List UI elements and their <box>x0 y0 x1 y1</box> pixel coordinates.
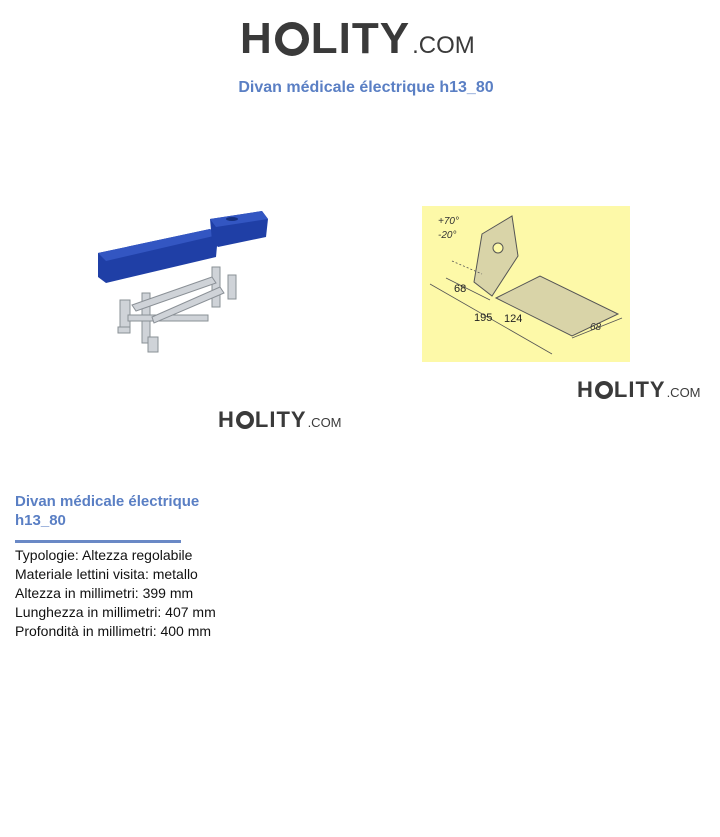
angle-down-label: -20° <box>438 230 457 241</box>
dim-body-label: 124 <box>504 313 523 325</box>
diagram-watermark-logo <box>577 377 701 403</box>
photo-watermark-logo <box>218 407 342 433</box>
product-title <box>15 492 245 530</box>
logo-tld: .COM <box>412 32 475 59</box>
table-base <box>118 267 236 352</box>
dim-total-label: 195 <box>474 312 493 324</box>
site-logo[interactable] <box>240 14 475 64</box>
logo-o-icon <box>595 381 613 399</box>
spec-material: Materiale lettini visita: metallo <box>15 566 198 582</box>
logo-tld: .COM <box>666 385 701 400</box>
logo-letters: LITY <box>254 407 307 432</box>
spec-length: Lunghezza in millimetri: 407 mm <box>15 604 216 620</box>
dim-width-label: 68 <box>590 322 602 333</box>
spec-typology: Typologie: Altezza regolabile <box>15 547 193 563</box>
logo-o-icon <box>236 411 254 429</box>
title-divider <box>15 540 181 543</box>
logo-o-icon <box>275 22 309 56</box>
page-title: Divan médicale électrique h13_80 <box>238 79 494 96</box>
spec-depth: Profondità in millimetri: 400 mm <box>15 623 212 639</box>
spec-height: Altezza in millimetri: 399 mm <box>15 585 194 601</box>
product-specs <box>15 546 216 641</box>
logo-letter-h: H <box>577 377 594 402</box>
dim-head-label: 68 <box>454 283 467 295</box>
logo-letters: LITY <box>613 377 666 402</box>
dimension-diagram <box>422 206 630 362</box>
table-mattress <box>98 211 268 283</box>
product-title-line2: h13_80 <box>15 512 66 529</box>
product-title-line1: Divan médicale électrique <box>15 493 200 510</box>
logo-tld: .COM <box>307 415 342 430</box>
logo-letters: LITY <box>310 14 411 63</box>
logo-letter-h: H <box>218 407 235 432</box>
logo-letter-h: H <box>240 14 273 63</box>
product-photo <box>92 205 272 355</box>
angle-up-label: +70° <box>438 216 459 227</box>
